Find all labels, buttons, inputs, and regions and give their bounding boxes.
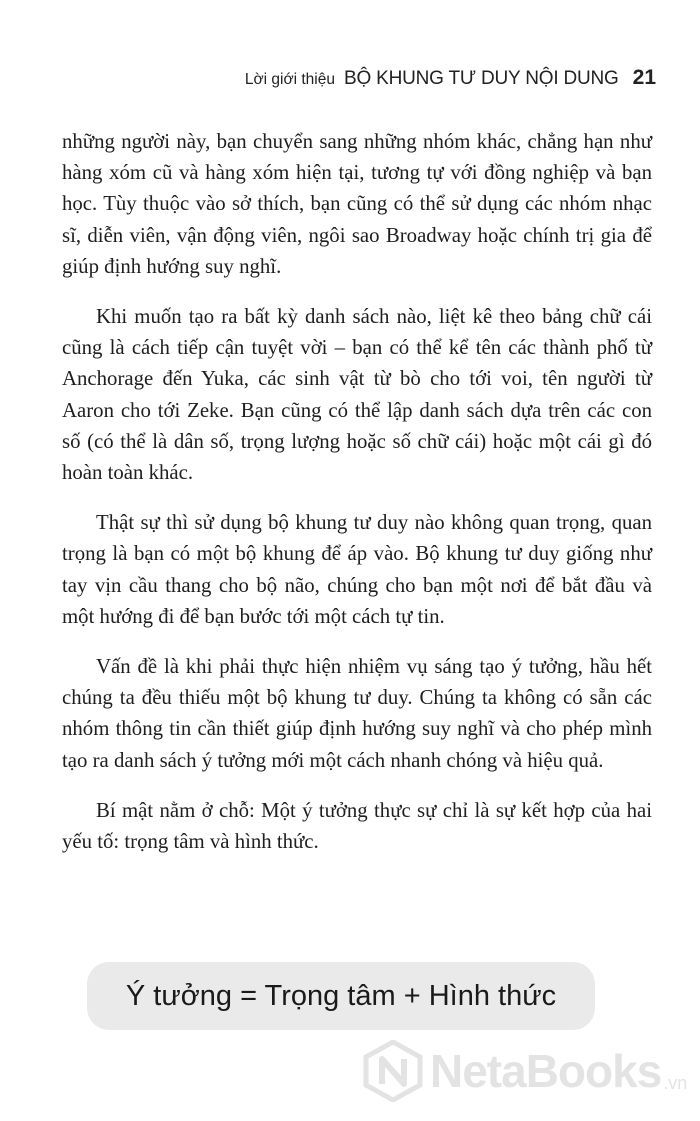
paragraph: Thật sự thì sử dụng bộ khung tư duy nào không quan trọng, quan trọng là bạn có một bộ khung để áp vào. Bộ khung tư duy giống như tay vịn cầu thang cho bộ não, chúng cho bạn một nơi để bắt đầu và một hướng đi để bạn bước tới một cách tự tin. — [62, 511, 652, 628]
chapter-title: BỘ KHUNG TƯ DUY NỘI DUNG — [343, 68, 619, 89]
section-label: Lời giới thiệu — [244, 71, 335, 88]
watermark — [362, 1040, 687, 1102]
paragraph: Vấn đề là khi phải thực hiện nhiệm vụ sáng tạo ý tưởng, hầu hết chúng ta đều thiếu một bộ khung tư duy. Chúng ta không có sẵn các nhóm thông tin cần thiết giúp định hướng suy nghĩ và cho phép mình tạo ra danh sách ý tưởng mới một cách nhanh chóng và hiệu quả. — [62, 655, 652, 772]
page-number: 21 — [632, 66, 656, 89]
watermark-suffix: .vn — [663, 1073, 688, 1093]
netabooks-logo-icon — [362, 1040, 424, 1102]
watermark-brand: NetaBooks — [430, 1045, 662, 1097]
paragraph: Bí mật nằm ở chỗ: Một ý tưởng thực sự chỉ là sự kết hợp của hai yếu tố: trọng tâm và hình thức. — [62, 798, 652, 854]
running-header — [245, 66, 656, 90]
formula-text: Ý tưởng = Trọng tâm + Hình thức — [125, 979, 557, 1012]
paragraph: Khi muốn tạo ra bất kỳ danh sách nào, liệt kê theo bảng chữ cái cũng là cách tiếp cận tuyệt vời – bạn có thể kể tên các thành phố từ Anchorage đến Yuka, các sinh vật từ bò cho tới voi, tên người từ Aaron cho tới Zeke. Bạn cũng có thể lập danh sách dựa trên các con số (có thể là dân số, trọng lượng hoặc số chữ cái) hoặc một cái gì đó hoàn toàn khác. — [62, 305, 652, 485]
body-text — [62, 126, 652, 876]
formula-box — [87, 962, 595, 1030]
paragraph: những người này, bạn chuyển sang những nhóm khác, chẳng hạn như hàng xóm cũ và hàng xóm hiện tại, tương tự với đồng nghiệp và bạn học. Tùy thuộc vào sở thích, bạn cũng có thể sử dụng các nhóm nhạc sĩ, diễn viên, vận động viên, ngôi sao Broadway hoặc chính trị gia để giúp định hướng suy nghĩ. — [62, 130, 652, 278]
